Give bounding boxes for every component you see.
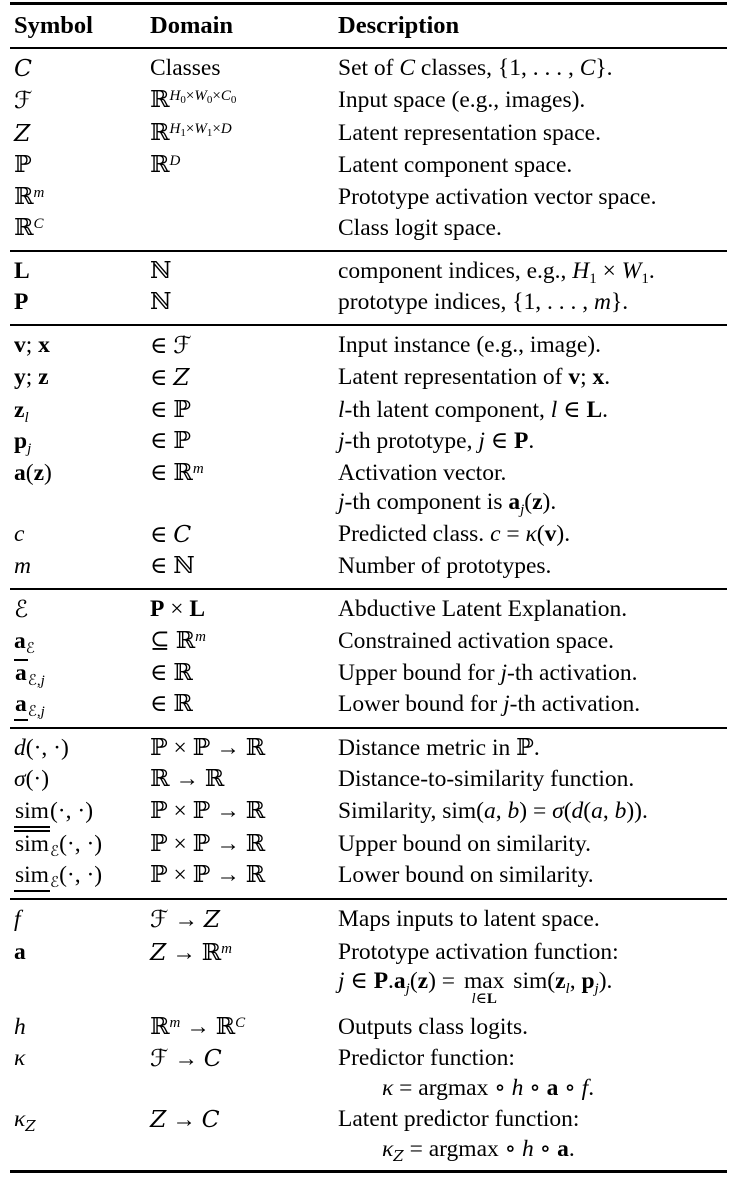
table-section-6	[10, 899, 727, 1172]
domain-cell: ℕ	[150, 289, 172, 315]
domain-cell: ∈ ℝ$^m$	[150, 459, 204, 486]
symbol-cell: sim$_ℰ$(·, ·)	[15, 830, 103, 860]
description-cell: l-th latent component, l ∈ L.	[338, 396, 609, 423]
table-section-1	[10, 48, 727, 251]
table-row	[10, 251, 727, 288]
table-row	[10, 626, 727, 658]
description-cell: j-th prototype, j ∈ P.	[338, 428, 535, 454]
description-cell: Maps inputs to latent space.	[338, 906, 600, 933]
symbol-cell: $a_ℰ$	[14, 628, 35, 657]
description-cell: Distance-to-similarity function.	[338, 766, 635, 793]
symbol-cell: κ	[14, 1045, 26, 1072]
table-row	[10, 1043, 727, 1104]
description-cell: Distance metric in ℙ.	[338, 734, 540, 761]
table-row	[10, 325, 727, 363]
description-cell: Class logit space.	[338, 215, 502, 241]
table-row	[10, 899, 727, 937]
table-row	[10, 860, 727, 899]
domain-cell: ℝ$^m$ → ℝ$^C$	[150, 1013, 246, 1040]
table-row	[10, 182, 727, 214]
domain-cell: ∈ ℝ	[150, 659, 193, 686]
table-row	[10, 85, 727, 118]
description-cell: Input space (e.g., images).	[338, 87, 586, 113]
column-header-domain: Domain	[150, 12, 234, 39]
table-row	[10, 689, 727, 728]
description-cell: Upper bound on similarity.	[338, 830, 592, 857]
description-cell: Abductive Latent Explanation.	[338, 595, 628, 622]
domain-cell: Z → C	[150, 1105, 220, 1134]
symbol-cell: f	[14, 906, 21, 933]
description-cell: Latent component space.	[338, 152, 573, 178]
symbol-cell: ℱ	[14, 86, 33, 114]
description-cell: Upper bound for j-th activation.	[338, 659, 638, 686]
symbol-cell: $z_l$	[14, 396, 29, 426]
description-cell: Latent representation of v; x.	[338, 364, 611, 390]
table-row	[10, 519, 727, 552]
symbol-cell: c	[14, 520, 25, 547]
description-cell: Set of C classes, {1, . . . , C}.	[338, 54, 613, 81]
description-cell: Similarity, sim(a, b) = σ(d(a, b)).	[338, 797, 648, 824]
domain-cell: ∈ ℕ	[150, 553, 195, 579]
symbol-cell: Z	[14, 118, 31, 147]
table-row	[10, 150, 727, 182]
description-cell: Prototype activation function: j ∈ $P.a_j(z) = \max$ l∈L $sim(z_l$, $p_j$).	[338, 938, 619, 1008]
domain-cell: ∈ ℝ	[150, 691, 193, 717]
symbol-cell: y; z	[14, 364, 49, 390]
description-cell: prototype indices, {1, . . . , m}.	[338, 289, 629, 315]
notation-table	[10, 2, 727, 1173]
table-row	[10, 764, 727, 796]
description-cell: Latent representation space.	[338, 119, 601, 146]
domain-cell: ℝ$^{H_1\times W_1\times D}$	[150, 119, 232, 146]
description-cell: Lower bound for j-th activation.	[338, 691, 641, 717]
domain-cell	[150, 182, 338, 214]
table-row	[10, 458, 727, 519]
domain-cell: ℱ → Z	[150, 905, 221, 934]
table-section-4	[10, 589, 727, 728]
symbol-cell: ℙ	[14, 152, 32, 178]
domain-cell: P × L	[150, 595, 206, 622]
domain-cell: ℙ × ℙ → ℝ	[150, 830, 266, 857]
description-cell: Predicted class. c = κ(v).	[338, 520, 571, 547]
domain-cell: ℙ × ℙ → ℝ	[150, 862, 266, 889]
symbol-cell: ℰ	[14, 594, 29, 623]
description-cell: Constrained activation space.	[338, 628, 615, 654]
symbol-cell: $a_{ℰ,j}$	[15, 691, 45, 720]
table-row	[10, 937, 727, 1012]
table-row	[10, 1012, 727, 1044]
domain-cell: ℝ$^D$	[150, 152, 181, 178]
table-row	[10, 287, 727, 325]
symbol-cell: $a_{ℰ,j}$	[15, 659, 45, 689]
domain-cell: ℝ$^{H_0\times W_0\times C_0}$	[150, 87, 237, 113]
table-row	[10, 796, 727, 829]
symbol-cell: ℝ$^m$	[14, 183, 45, 210]
symbol-cell: σ(·)	[14, 766, 50, 793]
column-header-symbol: Symbol	[14, 12, 93, 39]
description-cell: Prototype activation vector space.	[338, 183, 657, 210]
symbol-cell: h	[14, 1013, 26, 1040]
domain-cell	[150, 213, 338, 251]
description-cell: Activation vector. j-th component is $a_j(z)$.	[338, 459, 557, 518]
domain-cell: ℝ → ℝ	[150, 766, 225, 793]
symbol-cell: v; x	[14, 331, 50, 358]
domain-cell: ∈ ℙ	[150, 396, 191, 423]
domain-cell: ℕ	[150, 257, 172, 284]
symbol-cell: L	[14, 257, 30, 284]
domain-cell: ∈ Z	[150, 363, 190, 391]
domain-cell: ⊆ ℝ$^m$	[150, 628, 206, 654]
symbol-cell: $\kappa_Z$	[14, 1106, 36, 1136]
symbol-cell: a	[14, 938, 26, 965]
column-header-description: Description	[338, 12, 460, 39]
description-cell: Input instance (e.g., image).	[338, 331, 601, 358]
table-row	[10, 589, 727, 627]
description-cell: Number of prototypes.	[338, 553, 552, 579]
symbol-cell: $p_j$	[14, 428, 32, 457]
symbol-cell: sim$_ℰ$(·, ·)	[15, 862, 103, 892]
table-row	[10, 829, 727, 861]
table-row	[10, 118, 727, 151]
domain-cell: ℙ × ℙ → ℝ	[150, 734, 266, 761]
symbol-cell: m	[14, 553, 31, 579]
table-row	[10, 551, 727, 589]
domain-cell: Z → ℝ$^m$	[150, 937, 232, 966]
symbol-cell: d(·, ·)	[14, 734, 69, 761]
domain-cell: ∈ ℱ	[150, 330, 192, 359]
description-cell: Latent predictor function: $\kappa_Z = argmax$ ∘ h ∘ a.	[338, 1106, 580, 1165]
domain-cell: Classes	[150, 54, 221, 81]
symbol-cell: a(z)	[14, 459, 52, 486]
table-section-5	[10, 728, 727, 899]
table-row	[10, 728, 727, 765]
table-header-row	[10, 4, 727, 48]
table-row	[10, 658, 727, 690]
table-row	[10, 426, 727, 458]
description-cell: Outputs class logits.	[338, 1013, 528, 1040]
domain-cell: ∈ C	[150, 519, 192, 548]
table-row	[10, 213, 727, 251]
table-row	[10, 48, 727, 86]
table-row	[10, 362, 727, 395]
domain-cell: ℙ × ℙ → ℝ	[150, 797, 266, 824]
description-cell: Predictor function: κ = argmax ∘ h ∘ a ∘ f.	[338, 1045, 595, 1101]
table-row	[10, 395, 727, 427]
table-row	[10, 1104, 727, 1172]
domain-cell: ℱ → C	[150, 1044, 222, 1073]
symbol-cell: P	[14, 289, 29, 315]
domain-cell: ∈ ℙ	[150, 428, 191, 454]
symbol-cell: sim(·, ·)	[10, 796, 150, 829]
table-section-2	[10, 251, 727, 325]
table-section-3	[10, 325, 727, 589]
description-cell: component indices, e.g., $H_1 \times W_1$.	[338, 257, 655, 287]
symbol-cell: C	[14, 53, 32, 82]
description-cell: Lower bound on similarity.	[338, 862, 594, 889]
symbol-cell: ℝ$^C$	[14, 215, 44, 241]
